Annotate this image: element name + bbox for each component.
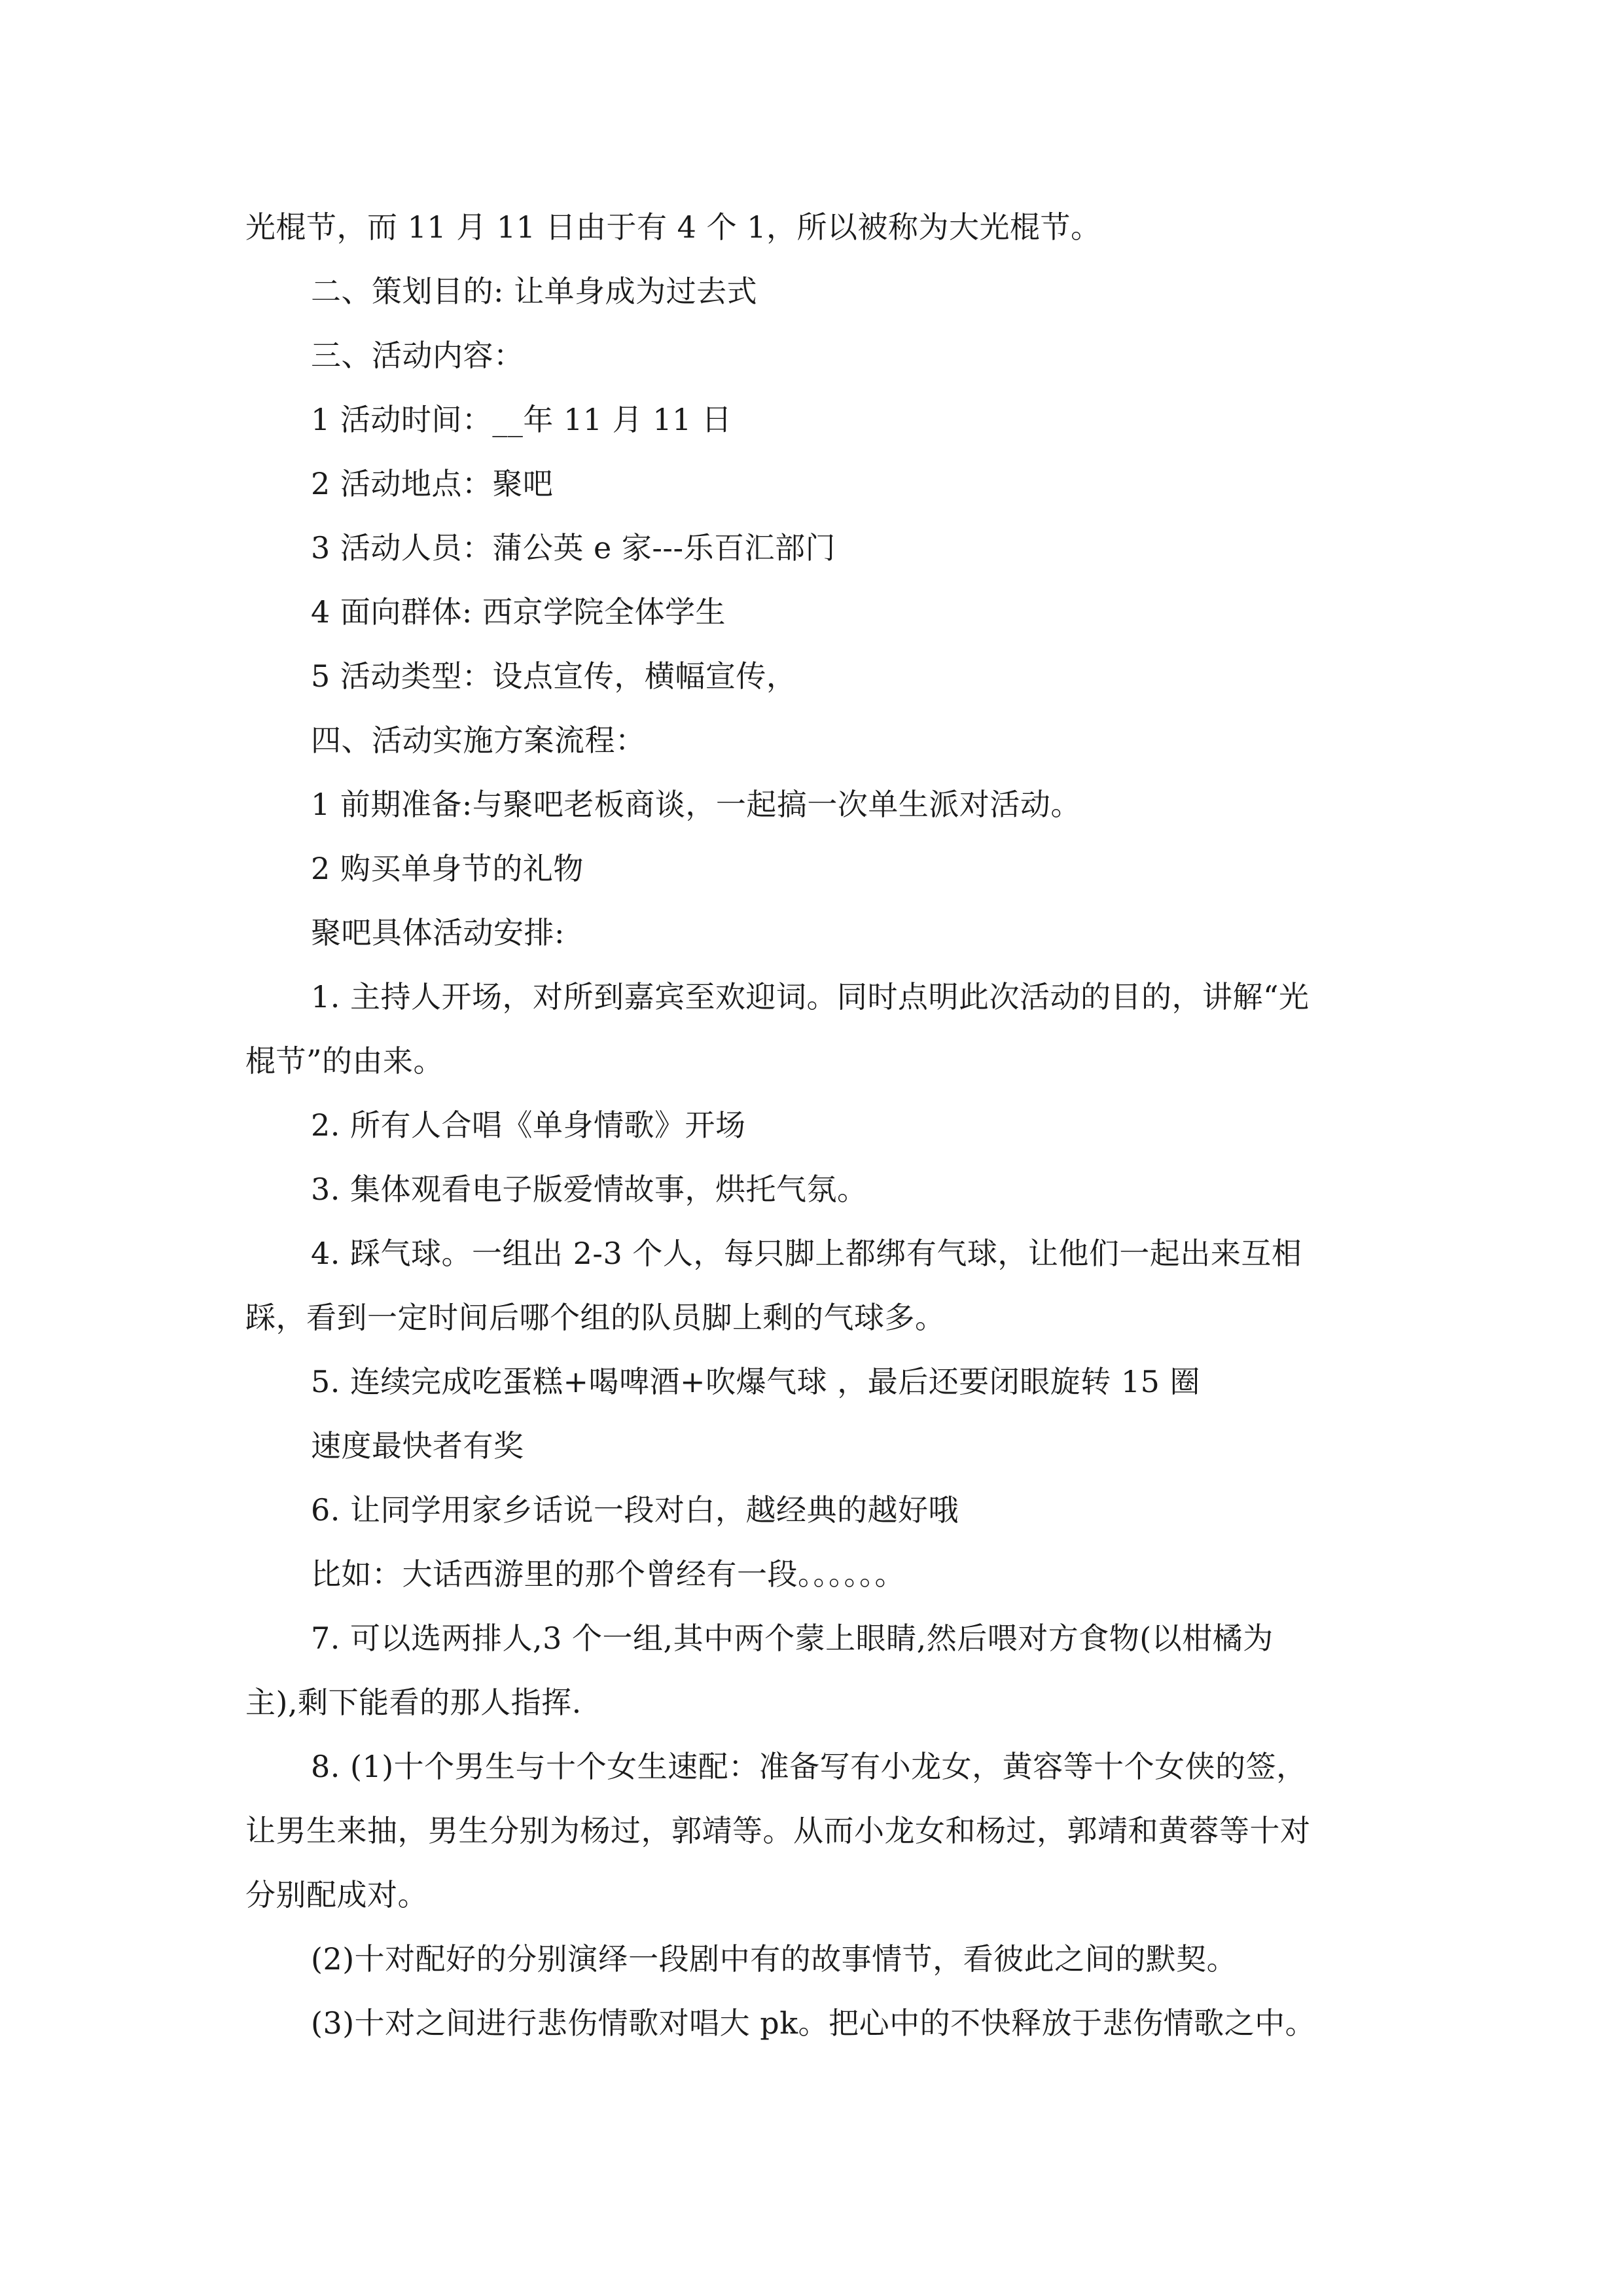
list-item-7-line-1: 7. 可以选两排人,3 个一组,其中两个蒙上眼睛,然后喂对方食物(以柑橘为 <box>311 1621 1274 1656</box>
section-heading-purpose: 二、策划目的: 让单身成为过去式 <box>311 274 758 309</box>
list-item-4-line-1: 4. 踩气球。一组出 2-3 个人，每只脚上都绑有气球，让他们一起出来互相 <box>311 1236 1302 1271</box>
list-item-5-line-2: 速度最快者有奖 <box>311 1428 524 1463</box>
list-item-8-line-1: 8. (1)十个男生与十个女生速配：准备写有小龙女，黄容等十个女侠的签， <box>311 1749 1307 1784</box>
text-line-schedule: 聚吧具体活动安排: <box>311 915 565 950</box>
list-item-1-line-2: 棍节”的由来。 <box>245 1043 444 1079</box>
list-item-8-sub-3: (3)十对之间进行悲伤情歌对唱大 pk。把心中的不快释放于悲伤情歌之中。 <box>311 2005 1316 2041</box>
list-item-5-line-1: 5. 连续完成吃蛋糕+喝啤酒+吹爆气球 ，最后还要闭眼旋转 15 圈 <box>311 1364 1200 1399</box>
list-item-6-line-2: 比如：大话西游里的那个曾经有一段。。。。。。 <box>311 1556 905 1592</box>
list-item-3: 3. 集体观看电子版爱情故事，烘托气氛。 <box>311 1172 868 1207</box>
section-heading-content: 三、活动内容： <box>311 338 524 373</box>
list-item-8-sub-2: (2)十对配好的分别演绎一段剧中有的故事情节，看彼此之间的默契。 <box>311 1941 1238 1977</box>
text-line-1: 光棍节，而 11 月 11 日由于有 4 个 1，所以被称为大光棍节。 <box>245 209 1101 245</box>
text-line-type: 5 活动类型：设点宣传，横幅宣传， <box>311 658 797 694</box>
list-item-8-line-3: 分别配成对。 <box>245 1877 428 1912</box>
list-item-7-line-2: 主),剩下能看的那人指挥. <box>245 1685 582 1720</box>
list-item-1-line-1: 1. 主持人开场，对所到嘉宾至欢迎词。同时点明此次活动的目的，讲解“光 <box>311 979 1310 1014</box>
text-line-prep: 1 前期准备:与聚吧老板商谈，一起搞一次单生派对活动。 <box>311 787 1081 822</box>
list-item-2: 2. 所有人合唱《单身情歌》开场 <box>311 1107 746 1143</box>
section-heading-process: 四、活动实施方案流程： <box>311 723 646 758</box>
text-line-staff: 3 活动人员：蒲公英 e 家---乐百汇部门 <box>311 530 836 565</box>
list-item-4-line-2: 踩，看到一定时间后哪个组的队员脚上剩的气球多。 <box>245 1300 946 1335</box>
list-item-6-line-1: 6. 让同学用家乡话说一段对白，越经典的越好哦 <box>311 1492 959 1528</box>
text-line-location: 2 活动地点：聚吧 <box>311 466 554 501</box>
list-item-8-line-2: 让男生来抽，男生分别为杨过，郭靖等。从而小龙女和杨过，郭靖和黄蓉等十对 <box>245 1813 1311 1848</box>
text-line-time: 1 活动时间：__年 11 月 11 日 <box>311 402 732 437</box>
text-line-audience: 4 面向群体: 西京学院全体学生 <box>311 594 726 630</box>
text-line-gifts: 2 购买单身节的礼物 <box>311 851 584 886</box>
